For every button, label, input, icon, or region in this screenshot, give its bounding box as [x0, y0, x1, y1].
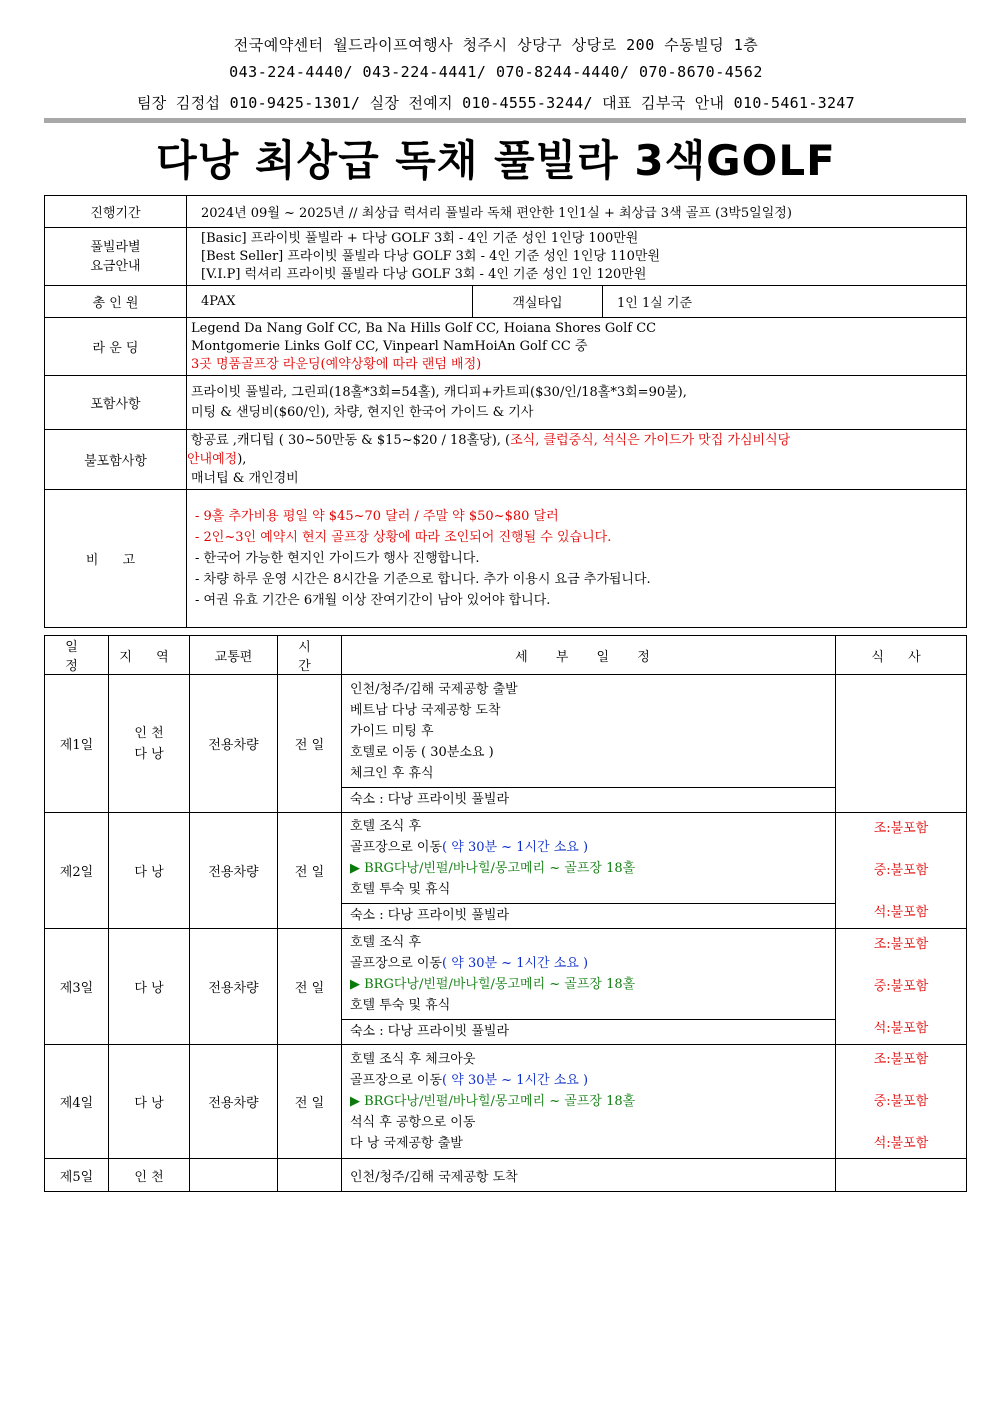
day2-row [45, 813, 967, 929]
day4-time: 전 일 [278, 1045, 342, 1159]
note-extra-9hole: - 9홀 추가비용 평일 약 $45~70 달러 / 주말 약 $50~$80 달러 [195, 509, 559, 524]
notes-label: 비 고 [45, 490, 187, 628]
day1-row [45, 675, 967, 813]
excluded-line-3: 매너팁 & 개인경비 [191, 471, 299, 486]
page-title: 다낭 최상급 독채 풀빌라 3색GOLF [156, 136, 836, 185]
day4-label: 제4일 [45, 1045, 109, 1159]
day3-time: 전 일 [278, 929, 342, 1045]
note-vehicle: - 차량 하루 운영 시간은 8시간을 기준으로 합니다. 추가 이용시 요금 추가됩니다. [195, 572, 651, 587]
day3-transport: 전용차량 [190, 929, 278, 1045]
day4-detail: 호텔 조식 후 체크아웃 골프장으로 이동( 약 30분 ~ 1시간 소요 ) ▶ BRG다낭/빈펄/바나힐/몽고메리 ~ 골프장 18홀 석식 후 공항으로 이동 다 낭 국제공항 출발 [342, 1045, 836, 1159]
pax-label: 총 인 원 [45, 286, 187, 318]
room-label: 객실타입 [473, 286, 603, 318]
period-value: 2024년 09월 ~ 2025년 // 최상급 럭셔리 풀빌라 독채 편안한 1인1실 + 최상급 3색 골프 (3박5일일정) [187, 196, 967, 228]
price-label [45, 228, 187, 286]
day5-row [45, 1159, 967, 1192]
day3-detail: 호텔 조식 후 골프장으로 이동( 약 30분 ~ 1시간 소요 ) ▶ BRG다낭/빈펄/바나힐/몽고메리 ~ 골프장 18홀 호텔 투숙 및 휴식 숙소 : 다낭 프라이빗 풀빌라 [342, 929, 836, 1045]
price-best-seller: [Best Seller] 프라이빗 풀빌라 다낭 GOLF 3회 - 4인 기준 성인 1인당 110만원 [201, 248, 661, 264]
day3-meals [836, 929, 967, 1045]
round-note: 3곳 명품골프장 라운딩(예약상황에 따라 랜덤 배정) [191, 356, 482, 372]
day2-move-time: ( 약 30분 ~ 1시간 소요 ) [442, 840, 589, 855]
day3-lunch: 중:불포함 [873, 979, 929, 994]
day4-row [45, 1045, 967, 1159]
day3-golf: ▶ BRG다낭/빈펄/바나힐/몽고메리 ~ 골프장 18홀 [350, 977, 636, 992]
header-day: 일 정 [45, 636, 109, 675]
day4-meals [836, 1045, 967, 1159]
header-divider [44, 118, 966, 123]
note-join: - 2인~3인 예약시 현지 골프장 상황에 따라 조인되어 진행될 수 있습니다. [195, 530, 612, 545]
note-passport: - 여권 유효 기간은 6개월 이상 잔여기간이 남아 있어야 합니다. [195, 593, 551, 608]
agency-phones: 043-224-4440/ 043-224-4441/ 070-8244-4440/ 070-8670-4562 [229, 63, 763, 81]
day2-golf: ▶ BRG다낭/빈펄/바나힐/몽고메리 ~ 골프장 18홀 [350, 861, 636, 876]
day4-breakfast: 조:불포함 [873, 1052, 929, 1067]
price-label-line2: 요금안내 [90, 258, 141, 274]
day2-time: 전 일 [278, 813, 342, 929]
day3-label: 제3일 [45, 929, 109, 1045]
included-list [187, 376, 967, 430]
excluded-list [187, 430, 967, 490]
price-label-line1: 풀빌라별 [90, 239, 141, 255]
pax-row [45, 286, 967, 318]
price-row [45, 228, 967, 286]
info-table [44, 195, 967, 628]
price-basic: [Basic] 프라이빗 풀빌라 + 다낭 GOLF 3회 - 4인 기준 성인 1인당 100만원 [201, 230, 639, 246]
day3-row [45, 929, 967, 1045]
price-list [187, 228, 967, 286]
day1-meals [836, 675, 967, 813]
day1-region: 인 천 다 낭 [109, 675, 190, 813]
day2-transport: 전용차량 [190, 813, 278, 929]
day4-golf: ▶ BRG다낭/빈펄/바나힐/몽고메리 ~ 골프장 18홀 [350, 1094, 636, 1109]
day2-label: 제2일 [45, 813, 109, 929]
excluded-line-2 [187, 450, 960, 469]
day4-move-time: ( 약 30분 ~ 1시간 소요 ) [442, 1073, 589, 1088]
day4-region: 다 낭 [109, 1045, 190, 1159]
round-courses-1: Legend Da Nang Golf CC, Ba Na Hills Golf CC, Hoiana Shores Golf CC [191, 320, 657, 336]
day3-dinner: 석:불포함 [873, 1021, 929, 1036]
day2-detail: 호텔 조식 후 골프장으로 이동( 약 30분 ~ 1시간 소요 ) ▶ BRG다낭/빈펄/바나힐/몽고메리 ~ 골프장 18홀 호텔 투숙 및 휴식 숙소 : 다낭 프라이빗 풀빌라 [342, 813, 836, 929]
day2-breakfast: 조:불포함 [873, 821, 929, 836]
included-label: 포함사항 [45, 376, 187, 430]
day5-detail: 인천/청주/김해 국제공항 도착 [342, 1159, 836, 1192]
header-detail: 세 부 일 정 [342, 636, 836, 675]
day3-region: 다 낭 [109, 929, 190, 1045]
header-meals: 식 사 [836, 636, 967, 675]
header-region: 지 역 [109, 636, 190, 675]
price-vip: [V.I.P] 럭셔리 프라이빗 풀빌라 다낭 GOLF 3회 - 4인 기준 성인 1인 120만원 [201, 266, 647, 282]
header-time: 시 간 [278, 636, 342, 675]
excluded-text: 항공료 ,캐디팁 ( 30~50만동 & $15~$20 / 18홀당), ( [191, 433, 511, 448]
excluded-line-1 [191, 431, 960, 450]
pax-value: 4PAX [187, 286, 473, 318]
header-transport: 교통편 [190, 636, 278, 675]
agency-contacts: 팀장 김정섭 010-9425-1301/ 실장 전예지 010-4555-3244/ 대표 김부국 안내 010-5461-3247 [137, 94, 855, 112]
day1-transport: 전용차량 [190, 675, 278, 813]
notes-list [187, 490, 967, 628]
day5-label: 제5일 [45, 1159, 109, 1192]
period-row [45, 196, 967, 228]
day1-time: 전 일 [278, 675, 342, 813]
notes-row [45, 490, 967, 628]
excluded-label: 불포함사항 [45, 430, 187, 490]
day1-label: 제1일 [45, 675, 109, 813]
round-label: 라 운 딩 [45, 318, 187, 376]
day2-meals [836, 813, 967, 929]
round-courses-2: Montgomerie Links Golf CC, Vinpearl NamHoiAn Golf CC 중 [191, 338, 588, 354]
day4-dinner: 석:불포함 [873, 1136, 929, 1151]
room-value: 1인 1실 기준 [603, 286, 967, 318]
day4-transport: 전용차량 [190, 1045, 278, 1159]
day2-region: 다 낭 [109, 813, 190, 929]
included-line-1: 프라이빗 풀빌라, 그린피(18홀*3회=54홀), 캐디피+카트피($30/인/18홀*3회=90불), [191, 384, 687, 400]
day3-move-time: ( 약 30분 ~ 1시간 소요 ) [442, 956, 589, 971]
schedule-header-row [45, 636, 967, 675]
excluded-close: ), [237, 452, 247, 467]
excluded-meals-note-2: 안내예정 [187, 452, 238, 467]
included-row [45, 376, 967, 430]
day2-accommodation: 숙소 : 다낭 프라이빗 풀빌라 [342, 903, 835, 928]
day2-dinner: 석:불포함 [873, 905, 929, 920]
day5-region: 인 천 [109, 1159, 190, 1192]
day3-accommodation: 숙소 : 다낭 프라이빗 풀빌라 [342, 1019, 835, 1044]
round-row [45, 318, 967, 376]
day2-lunch: 중:불포함 [873, 863, 929, 878]
excluded-row [45, 430, 967, 490]
day1-accommodation: 숙소 : 다낭 프라이빗 풀빌라 [342, 787, 835, 812]
agency-address: 전국예약센터 월드라이프여행사 청주시 상당구 상당로 200 수동빌딩 1층 [233, 36, 759, 54]
day5-meals [836, 1159, 967, 1192]
day1-detail: 인천/청주/김해 국제공항 출발 베트남 다낭 국제공항 도착 가이드 미팅 후 호텔로 이동 ( 30분소요 ) 체크인 후 휴식 숙소 : 다낭 프라이빗 풀빌라 [342, 675, 836, 813]
note-guide: - 한국어 가능한 현지인 가이드가 행사 진행합니다. [195, 551, 480, 566]
day5-transport [190, 1159, 278, 1192]
day3-breakfast: 조:불포함 [873, 937, 929, 952]
excluded-meals-note: 조식, 클럽중식, 석식은 가이드가 맛집 가심비식당 [510, 433, 791, 448]
period-label: 진행기간 [45, 196, 187, 228]
included-line-2: 미팅 & 샌딩비($60/인), 차량, 현지인 한국어 가이드 & 기사 [191, 404, 534, 420]
day4-lunch: 중:불포함 [873, 1094, 929, 1109]
schedule-table [44, 635, 967, 1192]
day5-time [278, 1159, 342, 1192]
round-list [187, 318, 967, 376]
